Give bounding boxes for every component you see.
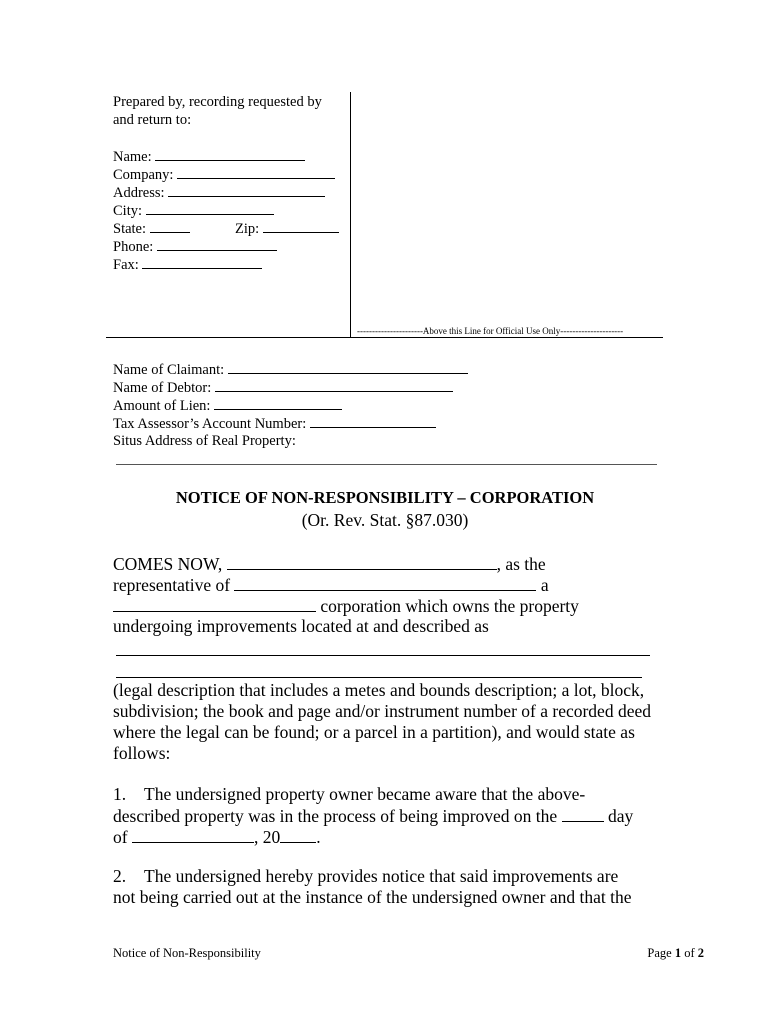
footer-page-number: Page 1 of 2 bbox=[647, 946, 704, 960]
official-use-notice: ----------------------Above this Line for Official Use Only--------------------- bbox=[357, 326, 624, 336]
legal-description-line-3: where the legal can be found; or a parcel in a partition), and would state as bbox=[113, 722, 635, 742]
amount-label: Amount of Lien: bbox=[113, 398, 211, 414]
state-field[interactable] bbox=[113, 219, 190, 238]
recording-block-divider bbox=[350, 92, 351, 337]
zip-field[interactable] bbox=[235, 219, 339, 238]
corporation-line: corporation which owns the property bbox=[113, 595, 579, 618]
amount-field[interactable] bbox=[113, 396, 342, 415]
paragraph-1-line-1: The undersigned property owner became aware that the above- bbox=[144, 784, 586, 804]
situs-address-line[interactable] bbox=[116, 464, 657, 465]
year-blank[interactable] bbox=[280, 826, 316, 843]
tax-account-field[interactable] bbox=[113, 414, 436, 433]
official-use-line bbox=[106, 337, 663, 338]
prepared-by-line-1: Prepared by, recording requested by bbox=[113, 94, 322, 110]
paragraph-1-line-2: described property was in the process of being improved on the day bbox=[113, 806, 634, 826]
prepared-by-line-2: and return to: bbox=[113, 112, 192, 128]
address-blank[interactable] bbox=[168, 183, 325, 197]
claimant-field[interactable] bbox=[113, 360, 468, 379]
city-blank[interactable] bbox=[146, 201, 274, 215]
tax-account-blank[interactable] bbox=[310, 414, 436, 428]
month-blank[interactable] bbox=[132, 826, 254, 843]
city-field[interactable] bbox=[113, 201, 274, 220]
debtor-label: Name of Debtor: bbox=[113, 380, 212, 396]
legal-description-line-1: (legal description that includes a metes and bounds description; a lot, block, bbox=[113, 680, 645, 700]
address-field[interactable] bbox=[113, 183, 325, 202]
address-label: Address: bbox=[113, 185, 165, 201]
zip-blank[interactable] bbox=[263, 219, 339, 233]
state-blank[interactable] bbox=[150, 219, 190, 233]
amount-blank[interactable] bbox=[214, 396, 342, 410]
zip-label: Zip: bbox=[235, 221, 260, 237]
claimant-blank[interactable] bbox=[228, 360, 468, 374]
fax-blank[interactable] bbox=[142, 255, 262, 269]
name-field[interactable] bbox=[113, 147, 305, 166]
paragraph-2-line-1: The undersigned hereby provides notice that said improvements are bbox=[144, 866, 619, 886]
company-blank[interactable] bbox=[177, 165, 335, 179]
name-blank[interactable] bbox=[155, 147, 305, 161]
day-blank[interactable] bbox=[562, 805, 604, 822]
property-description-line-2[interactable] bbox=[116, 677, 642, 678]
fax-field[interactable] bbox=[113, 255, 262, 274]
company-label: Company: bbox=[113, 167, 174, 183]
paragraph-1-line-3: of , 20 . bbox=[113, 827, 321, 847]
debtor-blank[interactable] bbox=[215, 378, 453, 392]
fax-label: Fax: bbox=[113, 257, 139, 273]
legal-description-line-4: follows: bbox=[113, 743, 171, 763]
paragraph-2-line-2: not being carried out at the instance of the undersigned owner and that the bbox=[113, 887, 632, 907]
corporation-type-blank[interactable] bbox=[113, 595, 316, 612]
comes-now-line: COMES NOW, , as the bbox=[113, 554, 546, 574]
footer-document-name: Notice of Non-Responsibility bbox=[113, 946, 261, 960]
legal-description-line-2: subdivision; the book and page and/or instrument number of a recorded deed bbox=[113, 701, 651, 721]
property-description-line-1[interactable] bbox=[116, 655, 650, 656]
document-title: NOTICE OF NON-RESPONSIBILITY – CORPORATION bbox=[175, 488, 595, 507]
phone-label: Phone: bbox=[113, 239, 154, 255]
claimant-label: Name of Claimant: bbox=[113, 362, 225, 378]
phone-blank[interactable] bbox=[157, 237, 277, 251]
representative-of-line: representative of a bbox=[113, 575, 549, 595]
paragraph-2-number: 2. bbox=[113, 866, 127, 886]
statute-reference: (Or. Rev. Stat. §87.030) bbox=[301, 510, 469, 530]
phone-field[interactable] bbox=[113, 237, 277, 256]
city-label: City: bbox=[113, 203, 143, 219]
representative-name-blank[interactable] bbox=[227, 553, 497, 570]
debtor-field[interactable] bbox=[113, 378, 453, 397]
company-field[interactable] bbox=[113, 165, 335, 184]
state-label: State: bbox=[113, 221, 147, 237]
corporation-name-blank[interactable] bbox=[234, 574, 536, 591]
tax-account-label: Tax Assessor’s Account Number: bbox=[113, 416, 307, 432]
undergoing-line: undergoing improvements located at and described as bbox=[113, 616, 489, 636]
name-label: Name: bbox=[113, 149, 152, 165]
situs-address-label: Situs Address of Real Property: bbox=[113, 433, 296, 449]
paragraph-1-number: 1. bbox=[113, 784, 127, 804]
